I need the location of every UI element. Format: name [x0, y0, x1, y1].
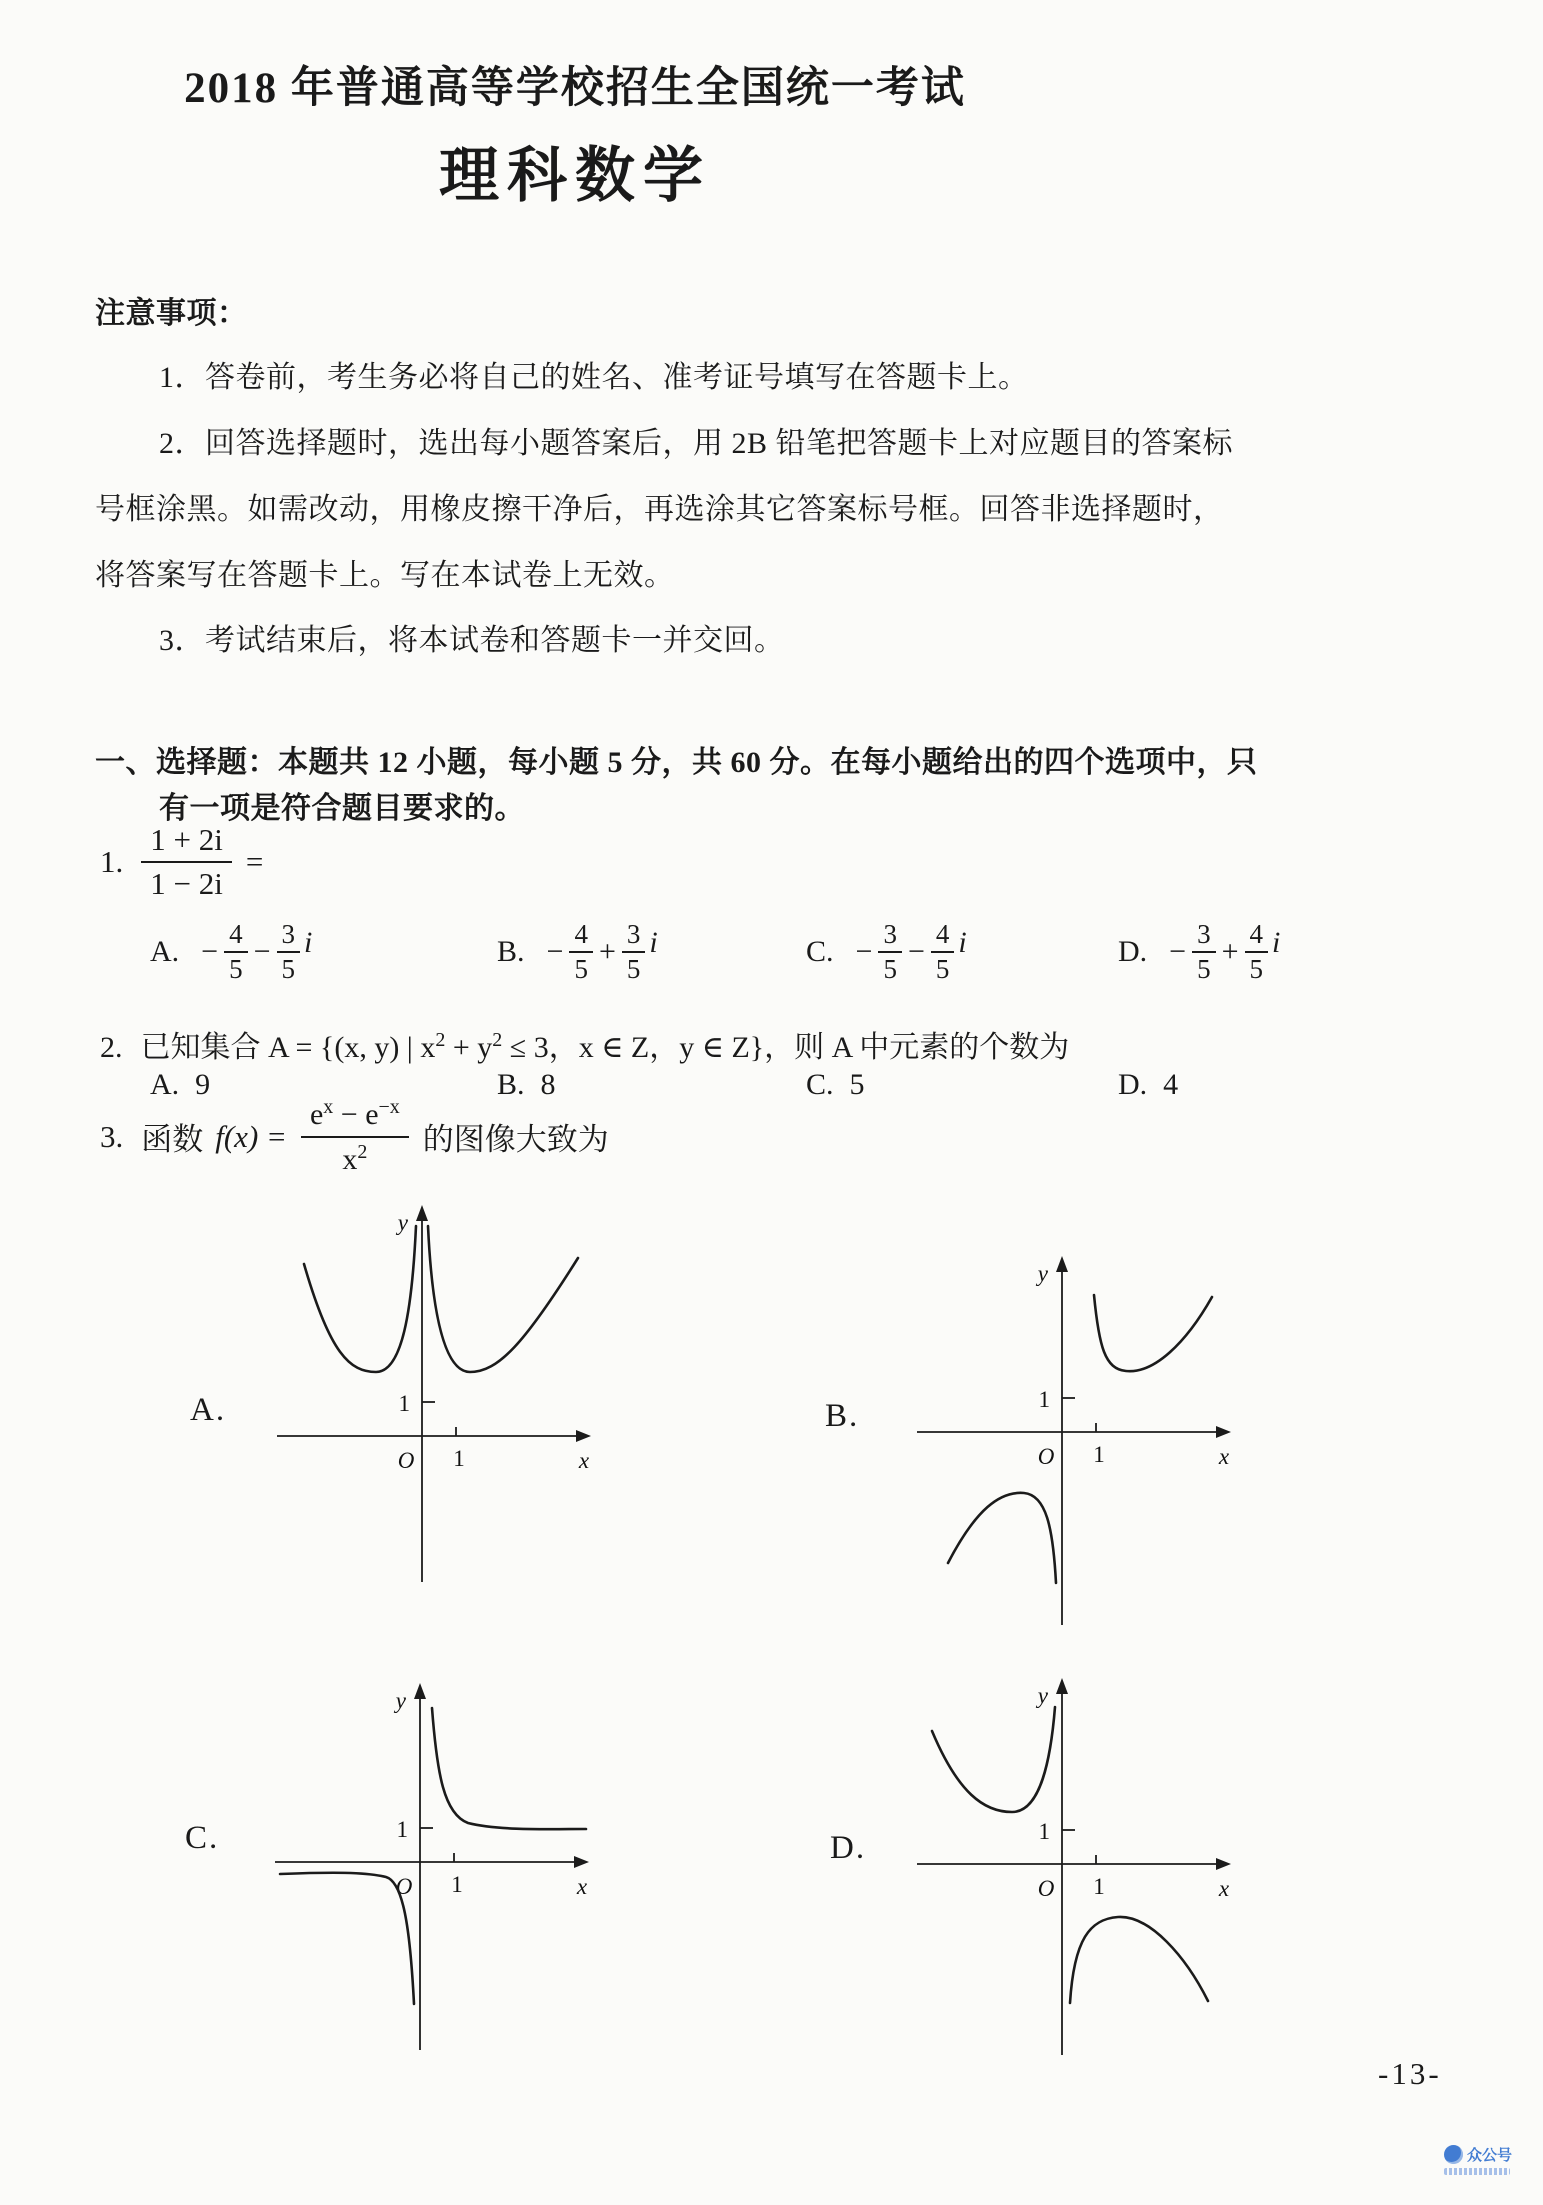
- minus-sign: −: [546, 935, 564, 969]
- watermark-logo-icon: [1444, 2145, 1463, 2164]
- watermark-row: [1444, 2144, 1512, 2165]
- question-3-stem: [100, 1096, 609, 1177]
- function-notation: f(x) =: [215, 1118, 287, 1154]
- fraction: [622, 920, 646, 984]
- y-axis-label: y: [1037, 1261, 1048, 1286]
- question-1-fraction: [141, 822, 232, 901]
- fraction-denominator: 5: [883, 954, 897, 985]
- x-tick-label: 1: [1093, 1874, 1105, 1899]
- fraction-denominator: 5: [1249, 954, 1264, 985]
- curve-left-branch: [932, 1707, 1055, 1812]
- notice-item-2-line-1: 2．回答选择题时，选出每小题答案后，用 2B 铅笔把答题卡上对应题目的答案标: [159, 427, 1234, 460]
- origin-label: O: [397, 1448, 415, 1473]
- stem-text: 函数: [141, 1122, 204, 1157]
- fraction-denominator: 1 − 2i: [150, 865, 223, 901]
- fraction: [1192, 920, 1216, 984]
- x-axis-arrow-icon: [1216, 1426, 1231, 1438]
- y-axis-arrow-icon: [1056, 1256, 1068, 1272]
- question-3-fraction: [301, 1096, 409, 1177]
- stem-text: 的图像大致为: [422, 1122, 609, 1157]
- q1-option-d: [1118, 920, 1280, 984]
- graph-label-b: B.: [825, 1398, 860, 1434]
- q1-option-a: [150, 920, 312, 984]
- graph-option-d: [902, 1669, 1242, 2059]
- graph-label-d: D.: [830, 1830, 867, 1866]
- origin-label: O: [395, 1874, 413, 1899]
- notice-heading: 注意事项：: [95, 297, 248, 330]
- origin-label: O: [1037, 1876, 1055, 1901]
- option-label: C.: [806, 935, 834, 969]
- stem-text: ≤ 3，x ∈ Z，y ∈ Z}，则 A 中元素的个数为: [502, 1031, 1070, 1064]
- question-2-stem: [100, 1022, 1069, 1066]
- equals-sign: =: [245, 843, 264, 879]
- curve-left-branch: [280, 1873, 414, 2004]
- graph-option-a: [262, 1196, 602, 1586]
- graph-option-b: [902, 1247, 1242, 1637]
- imaginary-unit: i: [304, 926, 313, 960]
- option-value: 5: [849, 1068, 865, 1101]
- fraction: [277, 920, 301, 984]
- page-number: -13-: [1378, 2056, 1442, 2091]
- q1-option-c: [806, 920, 967, 984]
- question-3-number: 3.: [100, 1118, 124, 1154]
- math-text: x: [342, 1142, 358, 1176]
- x-axis-arrow-icon: [576, 1430, 591, 1442]
- x-tick-label: 1: [1093, 1442, 1105, 1467]
- x-axis-arrow-icon: [574, 1856, 589, 1868]
- option-label: A.: [150, 1068, 180, 1101]
- superscript: 2: [492, 1029, 503, 1051]
- option-label: B.: [497, 1068, 525, 1101]
- option-value: 8: [540, 1068, 556, 1101]
- stem-text: + y: [445, 1031, 493, 1064]
- curve-right-branch: [428, 1226, 578, 1372]
- graph-option-c: [260, 1662, 600, 2052]
- fraction-denominator: 5: [626, 954, 641, 985]
- fraction-denominator: 5: [281, 954, 296, 985]
- y-tick-label: 1: [398, 1391, 410, 1416]
- x-axis-arrow-icon: [1216, 1858, 1231, 1870]
- fraction: [224, 920, 248, 984]
- notice-item-3: 3．考试结束后，将本试卷和答题卡一并交回。: [159, 624, 785, 657]
- option-label: C.: [806, 1068, 834, 1101]
- y-axis-arrow-icon: [414, 1683, 426, 1699]
- curve-left-branch: [304, 1226, 416, 1372]
- question-2-number: 2.: [100, 1031, 123, 1064]
- superscript: 2: [435, 1029, 446, 1051]
- y-axis-label: y: [395, 1688, 406, 1713]
- fraction-denominator: 5: [1197, 954, 1211, 985]
- fraction-numerator: 3: [878, 920, 902, 953]
- notice-item-2-line-3: 将答案写在答题卡上。写在本试卷上无效。: [95, 559, 675, 592]
- fraction-numerator: [301, 1096, 409, 1138]
- minus-sign: −: [201, 935, 219, 969]
- operator-sign: −: [907, 935, 925, 969]
- operator-sign: −: [253, 935, 271, 969]
- fraction: [931, 920, 955, 984]
- math-text: e: [309, 1098, 324, 1131]
- minus-sign: −: [855, 935, 873, 969]
- stem-text: 已知集合 A = {(x, y) | x: [140, 1031, 436, 1064]
- superscript: −x: [378, 1096, 400, 1118]
- y-tick-label: 1: [396, 1817, 408, 1842]
- fraction: [569, 920, 593, 984]
- option-value: 4: [1163, 1068, 1179, 1101]
- y-axis-label: y: [397, 1210, 408, 1235]
- fraction-numerator: 4: [931, 920, 955, 953]
- y-tick-label: 1: [1038, 1819, 1050, 1844]
- curve-left-branch: [948, 1493, 1056, 1583]
- notice-item-1: 1．答卷前，考生务必将自己的姓名、准考证号填写在答题卡上。: [159, 361, 1029, 394]
- question-1-stem: [100, 822, 263, 901]
- exam-subject: 理科数学: [439, 143, 711, 209]
- fraction: [1245, 920, 1269, 984]
- operator-sign: +: [1221, 935, 1239, 969]
- fraction-denominator: 5: [229, 954, 243, 985]
- y-axis-arrow-icon: [416, 1205, 428, 1221]
- option-label: D.: [1118, 935, 1148, 969]
- watermark: [1444, 2144, 1512, 2175]
- curve-right-branch: [1094, 1295, 1212, 1371]
- fraction-denominator: 5: [574, 954, 588, 985]
- section-1-header-line-2: 有一项是符合题目要求的。: [159, 792, 525, 825]
- x-axis-label: x: [1218, 1444, 1230, 1469]
- fraction: [878, 920, 902, 984]
- superscript: 2: [357, 1140, 368, 1163]
- curve-right-branch: [1070, 1917, 1208, 2003]
- fraction-numerator: 4: [224, 920, 248, 953]
- imaginary-unit: i: [1272, 926, 1281, 960]
- watermark-text: 众公号: [1467, 2147, 1513, 2164]
- option-label: A.: [150, 935, 180, 969]
- q2-option-c: [806, 1068, 865, 1102]
- origin-label: O: [1037, 1444, 1055, 1469]
- fraction-numerator: 3: [277, 920, 301, 953]
- operator-sign: −: [333, 1098, 366, 1131]
- section-1-header-line-1: 一、选择题：本题共 12 小题，每小题 5 分，共 60 分。在每小题给出的四个选项中，只: [95, 746, 1258, 779]
- option-label: D.: [1118, 1068, 1148, 1101]
- fraction-numerator: 3: [622, 920, 646, 953]
- question-1-number: 1.: [100, 843, 124, 879]
- x-axis-label: x: [578, 1448, 590, 1473]
- x-axis-label: x: [1218, 1876, 1230, 1901]
- fraction-numerator: 4: [569, 920, 593, 953]
- graph-label-c: C.: [185, 1820, 220, 1856]
- exam-title: 2018 年普通高等学校招生全国统一考试: [184, 65, 966, 112]
- fraction-numerator: 3: [1192, 920, 1216, 953]
- notice-item-2-line-2: 号框涂黑。如需改动，用橡皮擦干净后，再选涂其它答案标号框。回答非选择题时，: [95, 493, 1224, 526]
- curve-right-branch: [432, 1708, 586, 1829]
- fraction-denominator: 5: [935, 954, 950, 985]
- q1-option-b: [497, 920, 658, 984]
- y-axis-label: y: [1037, 1683, 1048, 1708]
- watermark-subtext-placeholder: [1444, 2168, 1510, 2175]
- x-axis-label: x: [576, 1874, 588, 1899]
- imaginary-unit: i: [958, 926, 967, 960]
- fraction-numerator: 4: [1245, 920, 1269, 953]
- fraction-denominator: [342, 1138, 367, 1178]
- operator-sign: +: [598, 935, 616, 969]
- y-tick-label: 1: [1038, 1387, 1050, 1412]
- option-label: B.: [497, 935, 525, 969]
- math-text: e: [365, 1098, 379, 1131]
- q2-option-d: [1118, 1068, 1178, 1102]
- minus-sign: −: [1169, 935, 1187, 969]
- graph-label-a: A.: [190, 1392, 227, 1428]
- fraction-numerator: 1 + 2i: [141, 822, 232, 863]
- y-axis-arrow-icon: [1056, 1678, 1068, 1694]
- x-tick-label: 1: [451, 1872, 463, 1897]
- imaginary-unit: i: [649, 926, 658, 960]
- superscript: x: [323, 1096, 334, 1118]
- x-tick-label: 1: [453, 1446, 465, 1471]
- option-value: 9: [195, 1068, 211, 1101]
